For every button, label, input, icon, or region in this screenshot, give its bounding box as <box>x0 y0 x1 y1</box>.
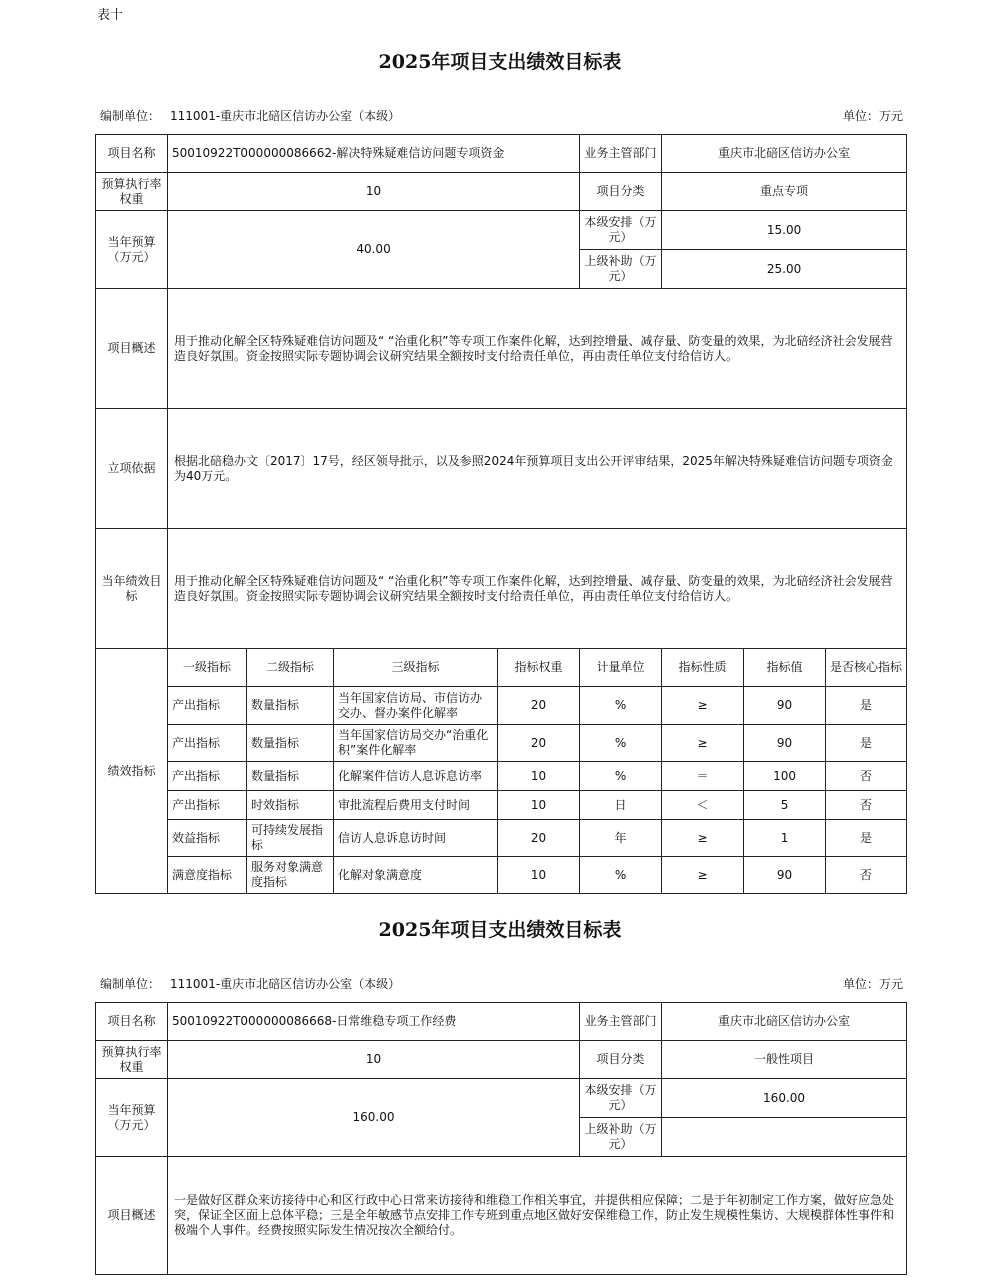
indicator-level3: 当年国家信访局交办“治重化积”案件化解率 <box>334 725 498 762</box>
indicator-value: 90 <box>744 725 826 762</box>
indicator-core: 否 <box>826 857 907 894</box>
category-label: 项目分类 <box>580 1041 662 1079</box>
budget-label: 当年预算（万元） <box>96 1079 168 1157</box>
goal-text: 用于推动化解全区特殊疑难信访问题及“ “治重化积”等专项工作案件化解，达到控增量、减存量、防变量的效果，为北碚经济社会发展营造良好氛围。资金按照实际专题协调会议研究结果全额按时支付给责任单位，再由责任单位支付给信访人。 <box>168 529 907 649</box>
indicator-level3: 信访人息诉息访时间 <box>334 820 498 857</box>
indicator-header: 二级指标 <box>247 649 334 687</box>
table-row <box>96 857 907 894</box>
table-row <box>96 791 907 820</box>
indicator-core: 是 <box>826 820 907 857</box>
weight-label: 预算执行率权重 <box>96 1041 168 1079</box>
indicator-value: 5 <box>744 791 826 820</box>
overview-text: 用于推动化解全区特殊疑难信访问题及“ “治重化积”等专项工作案件化解，达到控增量、减存量、防变量的效果，为北碚经济社会发展营造良好氛围。资金按照实际专题协调会议研究结果全额按时支付给责任单位，再由责任单位支付给信访人。 <box>168 289 907 409</box>
indicator-nature: ＜ <box>662 791 744 820</box>
indicator-unit: 日 <box>580 791 662 820</box>
indicator-level1: 产出指标 <box>168 791 247 820</box>
indicator-core: 是 <box>826 725 907 762</box>
table-row <box>96 687 907 725</box>
indicator-level1: 满意度指标 <box>168 857 247 894</box>
indicator-header: 指标值 <box>744 649 826 687</box>
local-label: 本级安排（万元） <box>580 1079 662 1118</box>
project-name-value: 50010922T000000086668-日常维稳专项工作经费 <box>168 1003 580 1041</box>
table-row <box>96 725 907 762</box>
indicator-unit: % <box>580 687 662 725</box>
budget-value: 160.00 <box>168 1079 580 1157</box>
indicator-header: 三级指标 <box>334 649 498 687</box>
indicator-level1: 效益指标 <box>168 820 247 857</box>
indicator-unit: % <box>580 725 662 762</box>
indicator-level2: 数量指标 <box>247 762 334 791</box>
indicator-weight: 20 <box>498 687 580 725</box>
weight-label: 预算执行率权重 <box>96 173 168 211</box>
project-name-value: 50010922T000000086662-解决特殊疑难信访问题专项资金 <box>168 135 580 173</box>
indicator-nature: ≥ <box>662 687 744 725</box>
indicator-weight: 20 <box>498 725 580 762</box>
indicator-header: 指标性质 <box>662 649 744 687</box>
performance-table <box>95 1002 907 1275</box>
meta-row <box>100 107 903 124</box>
indicator-weight: 10 <box>498 857 580 894</box>
dept-value: 重庆市北碚区信访办公室 <box>662 135 907 173</box>
indicator-header: 是否核心指标 <box>826 649 907 687</box>
indicator-value: 1 <box>744 820 826 857</box>
weight-value: 10 <box>168 173 580 211</box>
local-label: 本级安排（万元） <box>580 211 662 250</box>
overview-label: 项目概述 <box>96 289 168 409</box>
indicator-level3: 当年国家信访局、市信访办交办、督办案件化解率 <box>334 687 498 725</box>
local-value: 15.00 <box>662 211 907 250</box>
indicator-core: 是 <box>826 687 907 725</box>
indicator-weight: 20 <box>498 820 580 857</box>
table-row <box>96 820 907 857</box>
indicator-level3: 审批流程后费用支付时间 <box>334 791 498 820</box>
category-value: 一般性项目 <box>662 1041 907 1079</box>
indicator-level2: 可持续发展指标 <box>247 820 334 857</box>
indicator-nature: ≥ <box>662 725 744 762</box>
indicator-level2: 数量指标 <box>247 687 334 725</box>
indicator-header: 指标权重 <box>498 649 580 687</box>
indicator-level2: 时效指标 <box>247 791 334 820</box>
table-title: 2025年项目支出绩效目标表 <box>378 919 622 941</box>
goal-label: 当年绩效目标 <box>96 529 168 649</box>
upper-value <box>662 1118 907 1157</box>
project-name-label: 项目名称 <box>96 135 168 173</box>
indicator-unit: % <box>580 857 662 894</box>
unit-label: 编制单位： <box>100 977 161 991</box>
indicator-unit: % <box>580 762 662 791</box>
table-title: 2025年项目支出绩效目标表 <box>378 51 622 73</box>
unit-label: 编制单位： <box>100 109 161 123</box>
dept-label: 业务主管部门 <box>580 135 662 173</box>
indicator-level1: 产出指标 <box>168 687 247 725</box>
dept-label: 业务主管部门 <box>580 1003 662 1041</box>
indicator-core: 否 <box>826 762 907 791</box>
indicator-level3: 化解案件信访人息诉息访率 <box>334 762 498 791</box>
indicator-value: 100 <box>744 762 826 791</box>
local-value: 160.00 <box>662 1079 907 1118</box>
upper-label: 上级补助（万元） <box>580 250 662 289</box>
project-name-label: 项目名称 <box>96 1003 168 1041</box>
budget-label: 当年预算（万元） <box>96 211 168 289</box>
indicator-nature: ≥ <box>662 820 744 857</box>
indicator-value: 90 <box>744 857 826 894</box>
table-row <box>96 762 907 791</box>
dept-value: 重庆市北碚区信访办公室 <box>662 1003 907 1041</box>
indicator-level1: 产出指标 <box>168 725 247 762</box>
budget-value: 40.00 <box>168 211 580 289</box>
indicator-unit: 年 <box>580 820 662 857</box>
basis-text: 根据北碚稳办文〔2017〕17号，经区领导批示，以及参照2024年预算项目支出公开评审结果，2025年解决特殊疑难信访问题专项资金为40万元。 <box>168 409 907 529</box>
indicator-level1: 产出指标 <box>168 762 247 791</box>
indicator-value: 90 <box>744 687 826 725</box>
performance-table <box>95 134 907 894</box>
indicator-nature: ＝ <box>662 762 744 791</box>
meta-row <box>100 975 903 992</box>
category-value: 重点专项 <box>662 173 907 211</box>
indicator-core: 否 <box>826 791 907 820</box>
unit-value: 111001-重庆市北碚区信访办公室（本级） <box>170 977 401 991</box>
indicator-header: 一级指标 <box>168 649 247 687</box>
indicator-level2: 数量指标 <box>247 725 334 762</box>
currency-label: 单位：万元 <box>842 109 903 123</box>
indicator-nature: ≥ <box>662 857 744 894</box>
overview-text: 一是做好区群众来访接待中心和区行政中心日常来访接待和维稳工作相关事宜，并提供相应保障；二是于年初制定工作方案，做好应急处突，保证全区面上总体平稳；三是全年敏感节点安排工作专班到重点地区做好安保维稳工作，防止发生规模性集访、大规模群体性事件和极端个人事件。经费按照实际发生情况按次全额给付。 <box>168 1157 907 1275</box>
basis-label: 立项依据 <box>96 409 168 529</box>
indicator-level3: 化解对象满意度 <box>334 857 498 894</box>
indicator-weight: 10 <box>498 791 580 820</box>
indicators-label: 绩效指标 <box>96 649 168 894</box>
indicator-header: 计量单位 <box>580 649 662 687</box>
weight-value: 10 <box>168 1041 580 1079</box>
currency-label: 单位：万元 <box>842 977 903 991</box>
category-label: 项目分类 <box>580 173 662 211</box>
indicator-weight: 10 <box>498 762 580 791</box>
overview-label: 项目概述 <box>96 1157 168 1275</box>
table-number-label: 表十 <box>97 8 124 23</box>
upper-label: 上级补助（万元） <box>580 1118 662 1157</box>
upper-value: 25.00 <box>662 250 907 289</box>
unit-value: 111001-重庆市北碚区信访办公室（本级） <box>170 109 401 123</box>
indicator-level2: 服务对象满意度指标 <box>247 857 334 894</box>
